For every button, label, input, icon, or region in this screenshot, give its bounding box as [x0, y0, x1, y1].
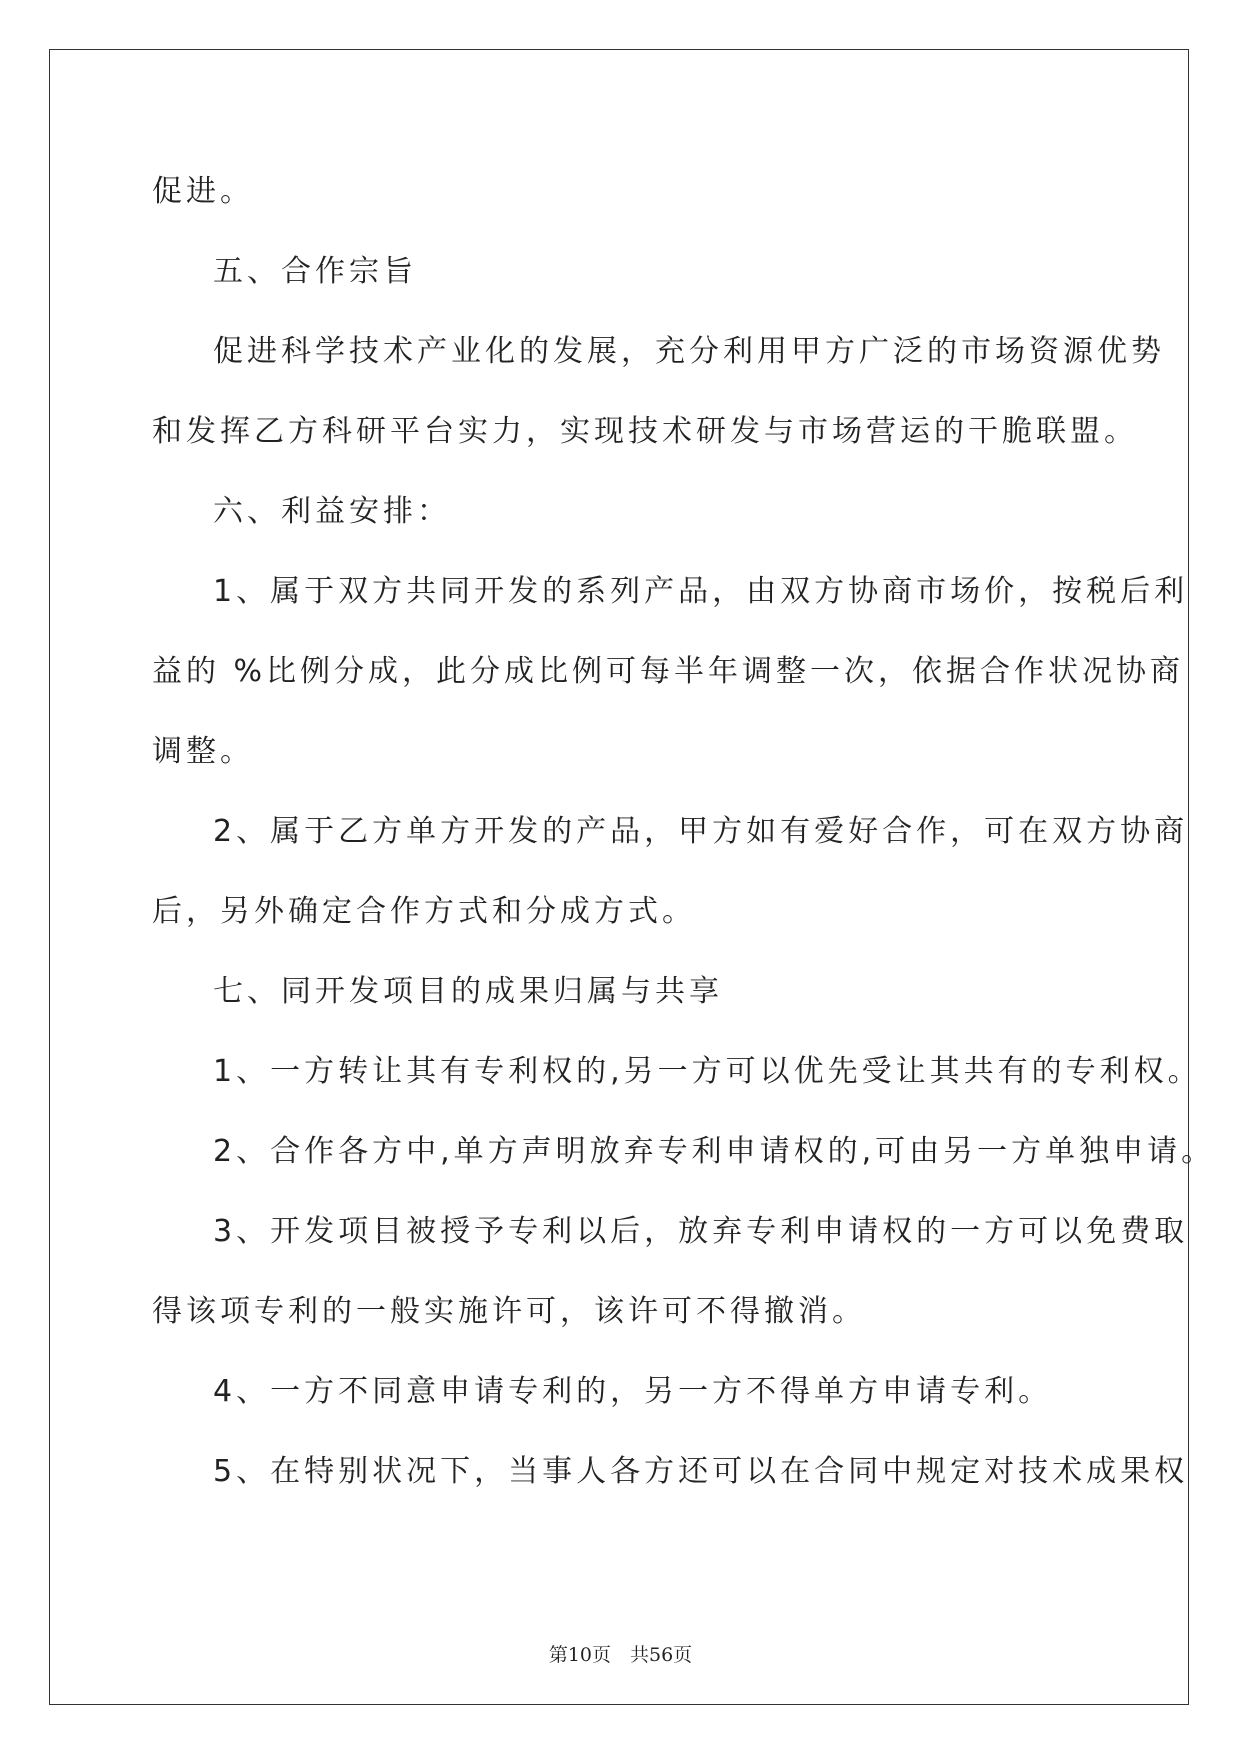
- text-line: 5、在特别状况下，当事人各方还可以在合同中规定对技术成果权: [213, 1454, 1189, 1489]
- section-heading: 七、同开发项目的成果归属与共享: [213, 974, 723, 1009]
- text-line: 促进科学技术产业化的发展，充分利用甲方广泛的市场资源优势: [213, 334, 1165, 369]
- text-line: 得该项专利的一般实施许可，该许可不得撤消。: [152, 1294, 866, 1329]
- text-line: 促进。: [152, 174, 254, 209]
- text-line: 1、一方转让其有专利权的,另一方可以优先受让其共有的专利权。: [213, 1054, 1202, 1089]
- text-line: 2、合作各方中,单方声明放弃专利申请权的,可由另一方单独申请。: [213, 1134, 1216, 1169]
- section-heading: 五、合作宗旨: [213, 254, 417, 289]
- section-heading: 六、利益安排：: [213, 494, 451, 529]
- text-line: 调整。: [152, 734, 254, 769]
- text-line: 3、开发项目被授予专利以后，放弃专利申请权的一方可以免费取: [213, 1214, 1189, 1249]
- text-line: 4、一方不同意申请专利的，另一方不得单方申请专利。: [213, 1374, 1053, 1409]
- text-line: 2、属于乙方单方开发的产品，甲方如有爱好合作，可在双方协商: [213, 814, 1189, 849]
- text-line: 1、属于双方共同开发的系列产品，由双方协商市场价，按税后利: [213, 574, 1189, 609]
- text-line: 后，另外确定合作方式和分成方式。: [152, 894, 696, 929]
- text-line: 益的 %比例分成，此分成比例可每半年调整一次，依据合作状况协商: [152, 654, 1185, 689]
- text-line: 和发挥乙方科研平台实力，实现技术研发与市场营运的干脆联盟。: [152, 414, 1138, 449]
- page-number-footer: 第10页 共56页: [548, 1644, 693, 1666]
